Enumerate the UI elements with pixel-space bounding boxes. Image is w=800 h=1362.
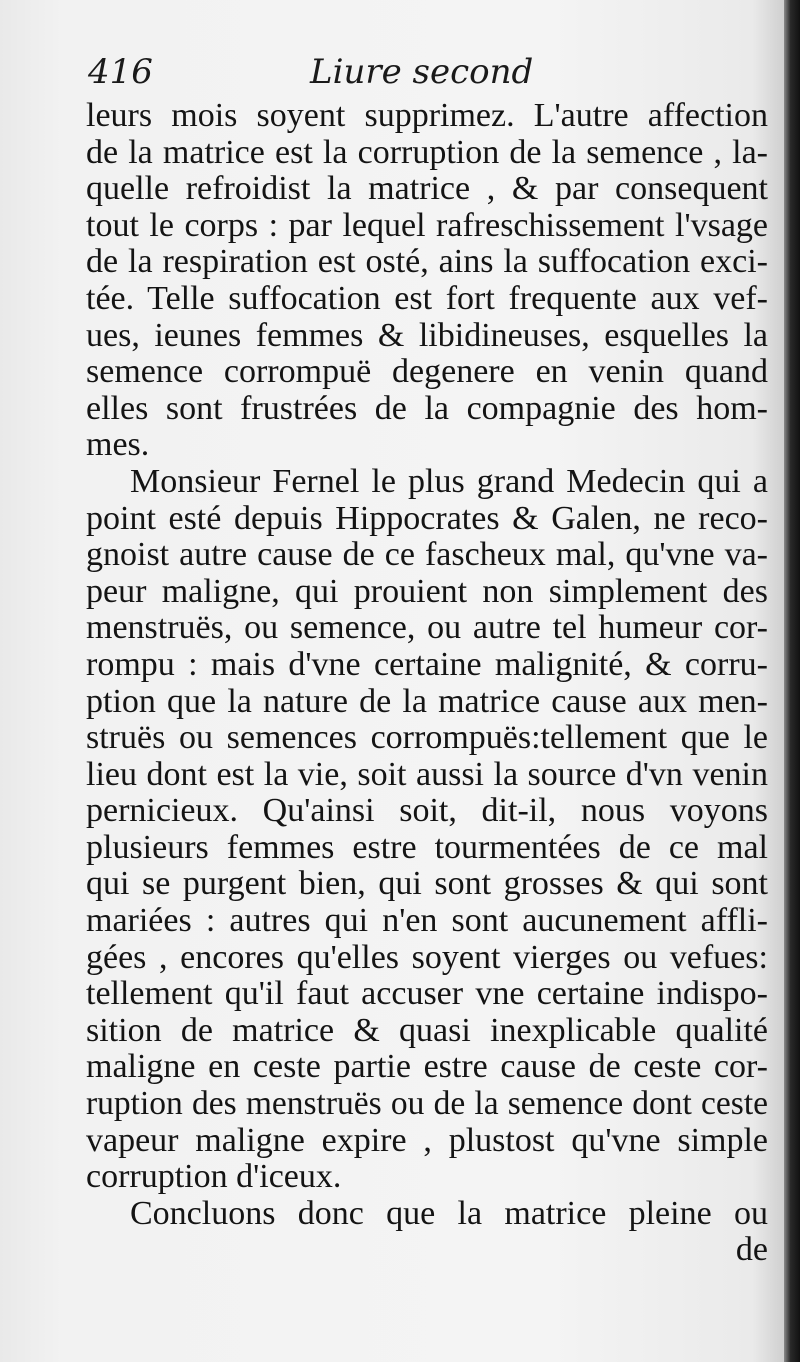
text-line: ruption des menstruës ou de la semence dont ceste [86,1085,768,1123]
text-line: peur maligne, qui prouient non simplement des [86,572,768,610]
text-line: gées , encores qu'elles soyent vierges ou vefues: [86,938,768,976]
text-line: struës ou semences corrompuës:tellement que le [86,719,768,757]
text-line: menstruës, ou semence, ou autre tel humeur cor- [86,609,768,647]
body-text [86,98,768,1269]
text-line: Monsieur Fernel le plus grand Medecin qui a [130,462,768,500]
text-line: tellement qu'il faut accuser vne certaine indispo- [86,975,768,1013]
paragraph-3 [86,1196,768,1269]
running-title: Liure second [310,52,534,92]
text-line: pernicieux. Qu'ainsi soit, dit-il, nous voyons [86,792,768,830]
text-line: maligne en ceste partie estre cause de ceste cor- [86,1048,768,1086]
paragraph-2 [86,464,768,1196]
text-line: elles sont frustrées de la compagnie des hom- [86,389,768,427]
text-line: ption que la nature de la matrice cause aux men- [86,682,768,720]
page-number: 416 [88,52,153,92]
text-line: lieu dont est la vie, soit aussi la source d'vn venin [86,755,768,793]
text-line: leurs mois soyent supprimez. L'autre affection [86,97,768,134]
text-line: sition de matrice & quasi inexplicable qualité [86,1011,768,1049]
text-line: de la matrice est la corruption de la semence , la- [86,133,768,171]
text-line: corruption d'iceux. [86,1158,342,1196]
text-line: ues, ieunes femmes & libidineuses, esquelles la [86,316,768,354]
page-header [88,50,760,98]
text-line: tout le corps : par lequel rafreschissement l'vsage [86,206,768,244]
page-edge-shadow [784,0,800,1362]
text-line: rompu : mais d'vne certaine malignité, & corru- [86,645,768,683]
catchword: de [735,1231,768,1269]
text-line: mariées : autres qui n'en sont aucunement affli- [86,902,768,940]
text-line: tée. Telle suffocation est fort frequente aux vef- [86,279,768,317]
text-line: gnoist autre cause de ce fascheux mal, qu'vne va- [86,536,768,574]
text-line: qui se purgent bien, qui sont grosses & qui sont [86,865,768,903]
paragraph-1 [86,98,768,464]
text-line: de la respiration est osté, ains la suffocation exci- [86,243,768,281]
text-line: vapeur maligne expire , plustost qu'vne simple [86,1121,768,1159]
text-line: mes. [86,426,150,464]
text-line: plusieurs femmes estre tourmentées de ce mal [86,828,768,866]
text-line: quelle refroidist la matrice , & par consequent [86,170,768,208]
text-line: point esté depuis Hippocrates & Galen, ne reco- [86,499,768,537]
text-line: semence corrompuë degenere en venin quand [86,353,768,391]
text-line: Concluons donc que la matrice pleine ou [130,1194,768,1232]
